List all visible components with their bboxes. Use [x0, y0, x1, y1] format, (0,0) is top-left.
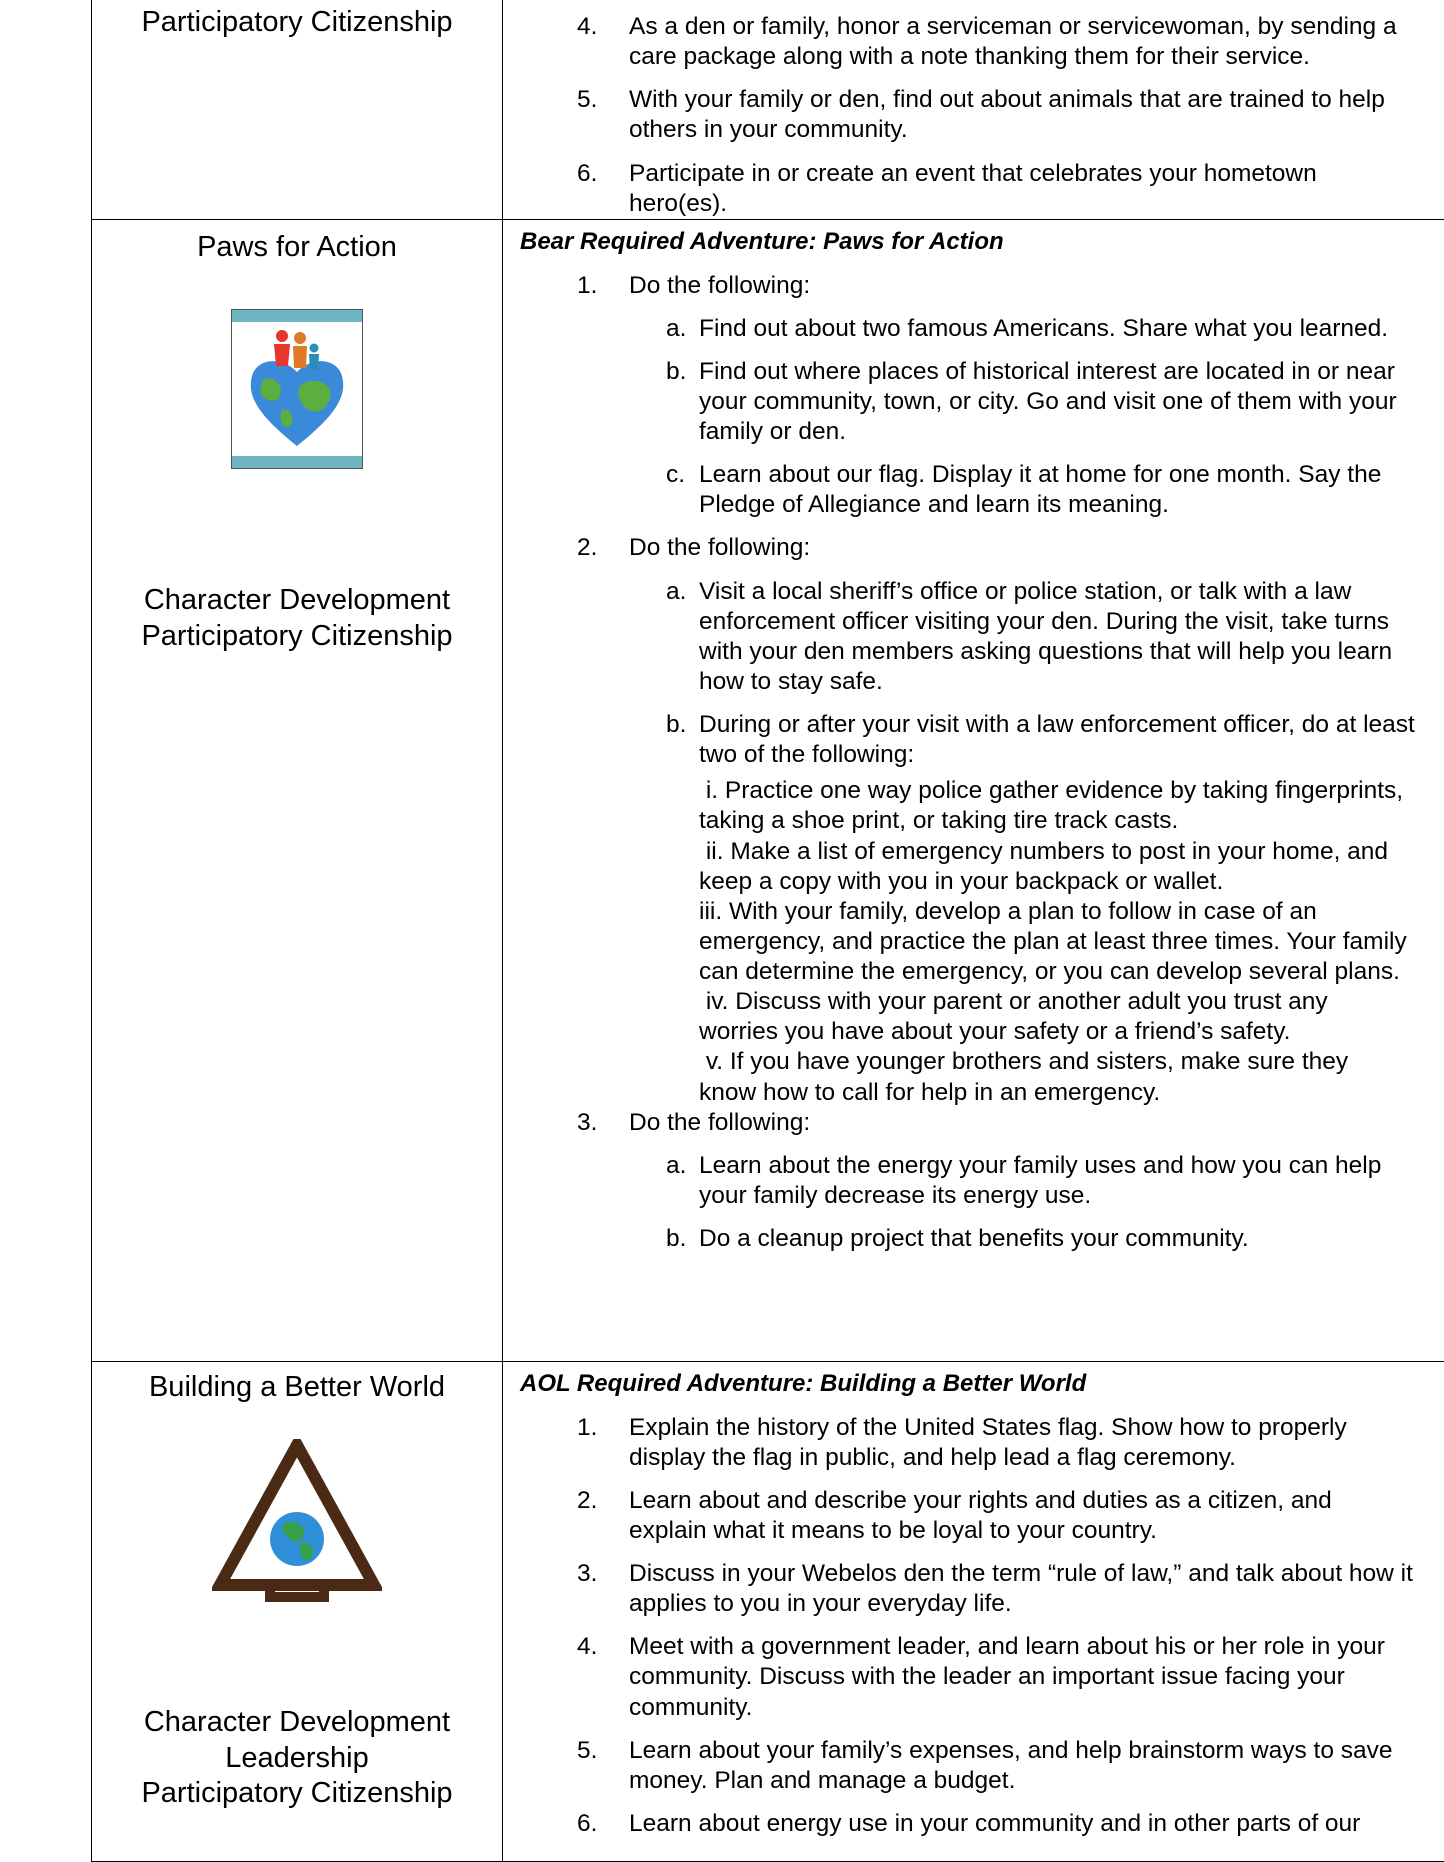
sub-requirement [503, 1224, 1444, 1254]
adventure-cell-left [92, 0, 503, 219]
requirement-item [503, 1736, 1444, 1796]
requirement-item [503, 1809, 1444, 1839]
requirement-text: Learn about and describe your rights and duties as a citizen, and explain what it means to be loyal to your country. [629, 1487, 1332, 1544]
sub-text: Visit a local sheriff’s office or police station, or talk with a law enforcement officer visiting your den. During the visit, take turns with your den members asking questions that will help you learn how to stay safe. [699, 578, 1392, 695]
sub-text: Learn about our flag. Display it at home for one month. Say the Pledge of Allegiance and learn its meaning. [699, 461, 1381, 518]
requirement-text: Learn about energy use in your community and in other parts of our [629, 1810, 1360, 1837]
adventure-cell-right [503, 1361, 1444, 1861]
requirement-text: Do the following: [629, 1109, 810, 1136]
requirement-text: Learn about your family’s expenses, and help brainstorm ways to save money. Plan and manage a budget. [629, 1737, 1393, 1794]
category-label: Character Development [92, 1705, 502, 1741]
adventure-cell-right [503, 219, 1444, 1361]
sub-text: During or after your visit with a law enforcement officer, do at least two of the following: [699, 711, 1415, 768]
adventure-cell-right [503, 0, 1444, 219]
adventure-name: Participatory Citizenship [92, 0, 502, 40]
adventure-row [92, 0, 1444, 219]
requirement-item [503, 85, 1444, 145]
sub-text: Learn about the energy your family uses and how you can help your family decrease its energy use. [699, 1152, 1381, 1209]
adventure-row [92, 219, 1444, 1361]
requirement-text: As a den or family, honor a serviceman or servicewoman, by sending a care package along with a note thanking them for their service. [629, 13, 1397, 70]
requirement-text: Explain the history of the United States flag. Show how to properly display the flag in public, and help lead a flag ceremony. [629, 1414, 1347, 1471]
sub-requirement [503, 460, 1444, 520]
requirement-number: 1. [577, 1413, 597, 1443]
sub-text: Find out where places of historical interest are located in or near your community, town, or city. Go and visit one of them with your family or den. [699, 358, 1397, 445]
requirement-text: Do the following: [629, 272, 810, 299]
adventure-cell-left [92, 219, 503, 1361]
sub-letter: b. [666, 710, 686, 740]
sub-sub-list [503, 776, 1444, 1107]
adventure-cell-left [92, 1361, 503, 1861]
requirement-item [503, 1413, 1444, 1473]
sub-sub-item: ii. Make a list of emergency numbers to post in your home, and keep a copy with you in your backpack or wallet. [699, 837, 1407, 897]
sub-letter: b. [666, 357, 686, 387]
adventure-title: Bear Required Adventure: Paws for Action [503, 220, 1444, 257]
sub-sub-item: v. If you have younger brothers and sisters, make sure they know how to call for help in an emergency. [699, 1047, 1407, 1107]
sub-text: Do a cleanup project that benefits your community. [699, 1225, 1249, 1252]
sub-sub-item: iii. With your family, develop a plan to follow in case of an emergency, and practice the plan at least three times. Your family can determine the emergency, or you can develop several plans. [699, 897, 1407, 987]
requirement-number: 3. [577, 1559, 597, 1589]
requirement-number: 6. [577, 1809, 597, 1839]
sub-requirement [503, 577, 1444, 698]
category-label: Participatory Citizenship [92, 1776, 502, 1812]
adventure-row [92, 1361, 1444, 1861]
requirement-number: 3. [577, 1108, 597, 1138]
requirement-text: Do the following: [629, 534, 810, 561]
requirement-number: 6. [577, 159, 597, 189]
requirement-item [503, 1108, 1444, 1138]
sub-letter: a. [666, 577, 686, 607]
category-label: Participatory Citizenship [92, 619, 502, 655]
requirement-item [503, 159, 1444, 219]
page [93, 0, 1444, 1832]
arrow-of-light-globe-icon [212, 1439, 382, 1605]
requirement-number: 5. [577, 1736, 597, 1766]
requirement-text: Meet with a government leader, and learn about his or her role in your community. Discuss with the leader an important issue facing your community. [629, 1633, 1385, 1720]
sub-letter: a. [666, 1151, 686, 1181]
requirement-item [503, 12, 1444, 72]
requirement-number: 5. [577, 85, 597, 115]
requirement-number: 1. [577, 271, 597, 301]
sub-requirement [503, 314, 1444, 344]
requirement-number: 4. [577, 1632, 597, 1662]
category-label: Leadership [92, 1741, 502, 1777]
requirement-text: With your family or den, find out about animals that are trained to help others in your community. [629, 86, 1385, 143]
requirement-item [503, 1486, 1444, 1546]
requirement-text: Participate in or create an event that celebrates your hometown hero(es). [629, 160, 1317, 217]
requirement-number: 4. [577, 12, 597, 42]
requirement-item [503, 271, 1444, 301]
sub-letter: a. [666, 314, 686, 344]
adventure-title: AOL Required Adventure: Building a Better World [503, 1362, 1444, 1399]
requirement-item [503, 1559, 1444, 1619]
requirement-item [503, 1632, 1444, 1722]
requirement-text: Discuss in your Webelos den the term “rule of law,” and talk about how it applies to you in your everyday life. [629, 1560, 1413, 1617]
requirement-item [503, 533, 1444, 563]
sub-requirement [503, 357, 1444, 447]
sub-letter: c. [666, 460, 685, 490]
requirement-number: 2. [577, 533, 597, 563]
requirement-number: 2. [577, 1486, 597, 1516]
sub-requirement [503, 1151, 1444, 1211]
sub-sub-item: iv. Discuss with your parent or another adult you trust any worries you have about your safety or a friend’s safety. [699, 987, 1407, 1047]
family-heart-earth-icon [231, 309, 363, 469]
sub-letter: b. [666, 1224, 686, 1254]
sub-text: Find out about two famous Americans. Share what you learned. [699, 315, 1388, 342]
sub-requirement [503, 710, 1444, 770]
adventure-name: Building a Better World [92, 1362, 502, 1405]
adventure-name: Paws for Action [92, 220, 502, 265]
adventure-table [91, 0, 1444, 1862]
sub-sub-item: i. Practice one way police gather evidence by taking fingerprints, taking a shoe print, or taking tire track casts. [699, 776, 1407, 836]
category-label: Character Development [92, 583, 502, 619]
